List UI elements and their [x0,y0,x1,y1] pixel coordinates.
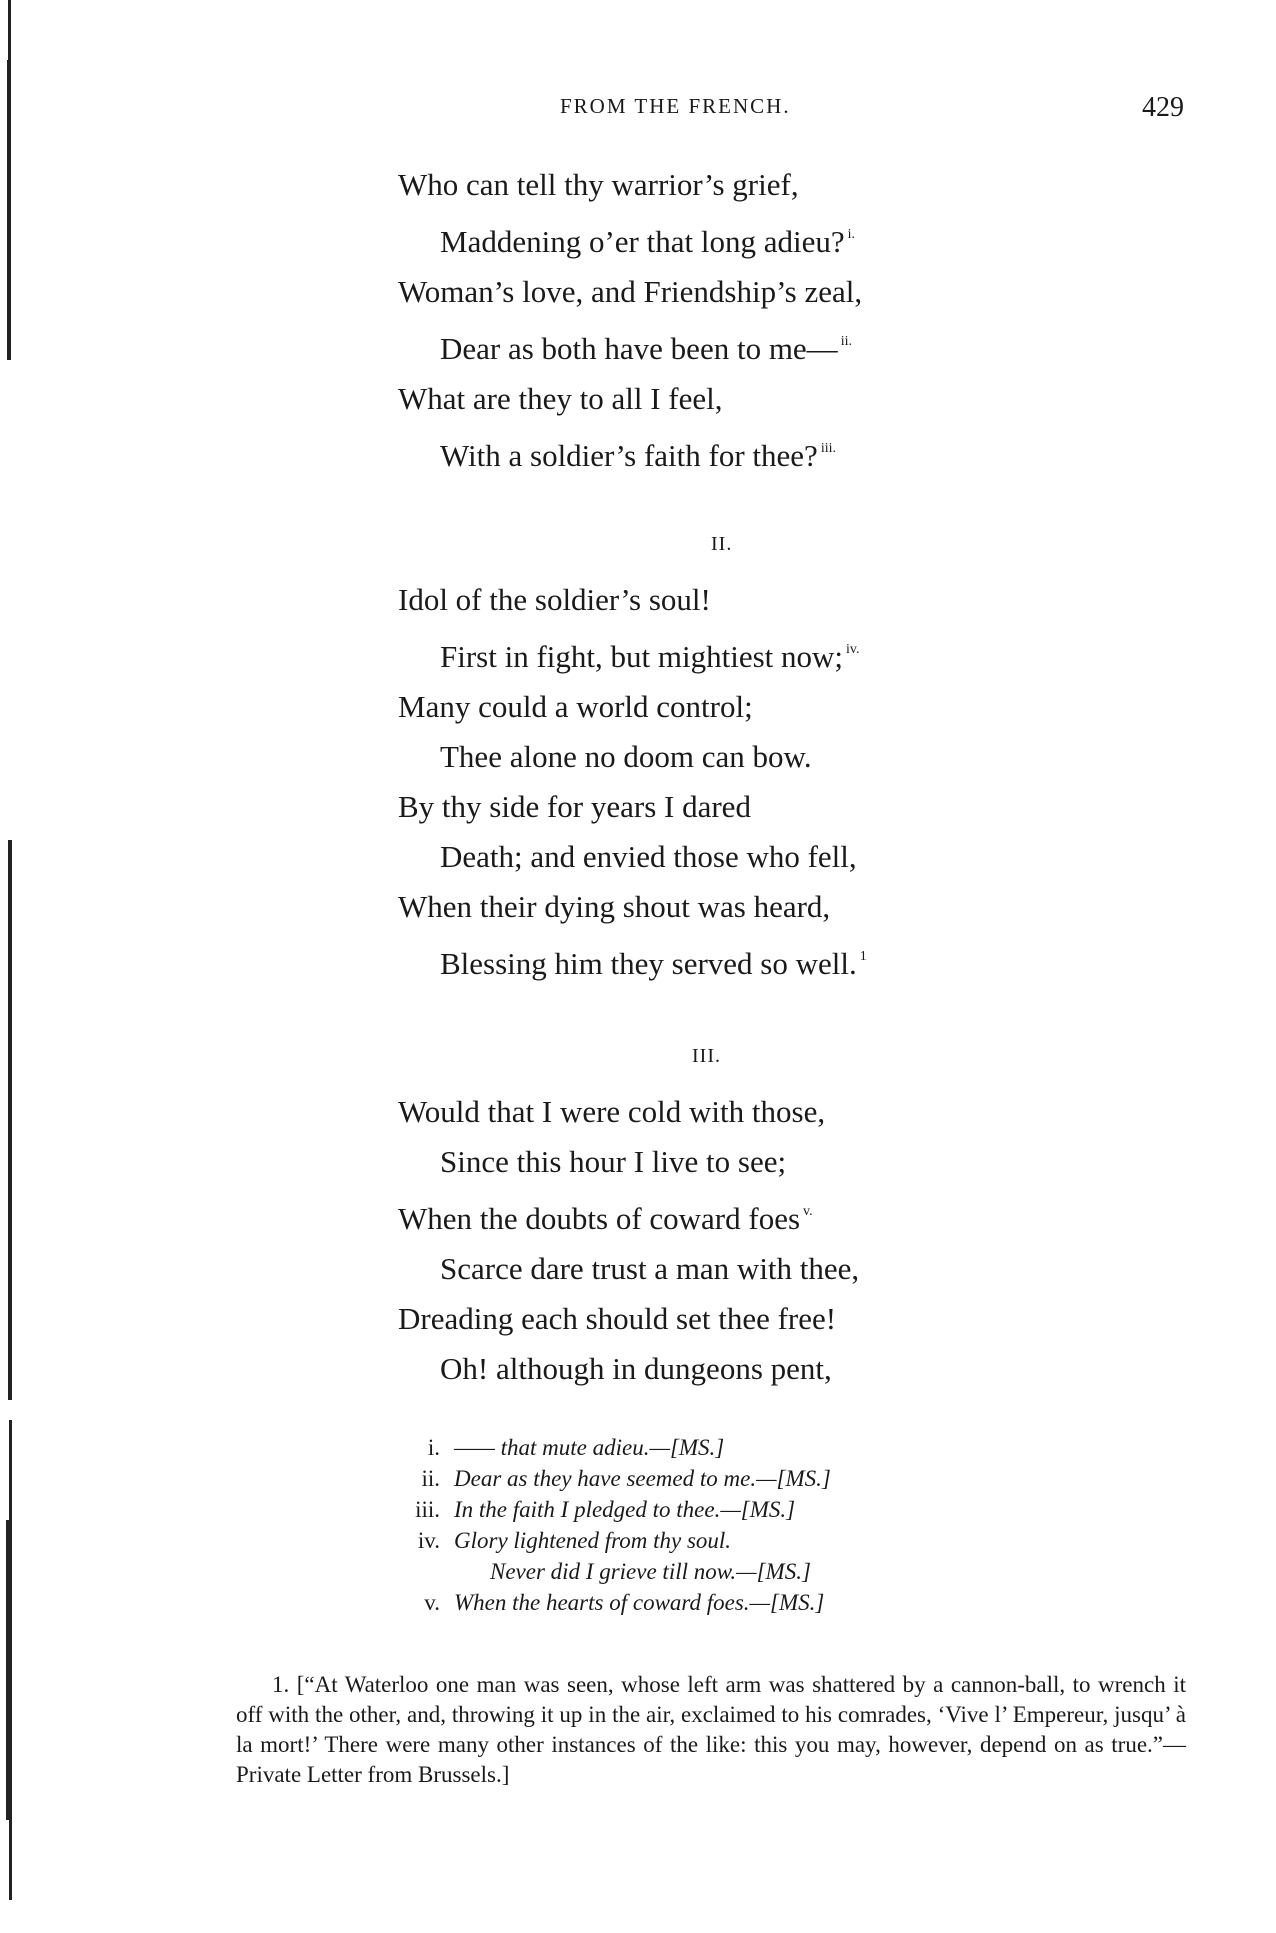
running-head: FROM THE FRENCH. [560,94,791,118]
variant-note-continuation: Never did I grieve till now.—[MS.] [490,1559,811,1584]
variant-note: iv. Glory lightened from thy soul. [417,1528,732,1553]
verse-line: First in fight, but mightiest now; $^{iv.}$ [440,639,860,674]
stanza-1 [398,160,862,481]
verse-line: By thy side for years I dared [398,789,751,824]
verse-line: Blessing him they served so well. $^1$ [440,946,867,981]
footnote-marker: 1 [859,949,867,964]
stanza-3 [398,1087,859,1394]
variant-note: i. —— that mute adieu.—[MS.] [427,1435,725,1460]
verse-line: Oh! although in dungeons pent, [440,1351,832,1386]
stanza-2 [398,575,867,989]
stanza-numeral: III. [692,1045,721,1067]
verse-line: Maddening o’er that long adieu? $^{i.}$ [440,224,855,259]
verse-line: Would that I were cold with those, [398,1094,826,1129]
verse-line: Woman’s love, and Friendship’s zeal, [398,274,863,309]
variant-note: ii. Dear as they have seemed to me.—[MS.] [421,1466,831,1491]
verse-line: Who can tell thy warrior’s grief, [398,167,799,202]
variant-marker: iii. [820,441,836,456]
manuscript-variants [390,1432,831,1618]
variant-marker: v. [803,1204,813,1219]
binding-edge-mark [6,1520,11,1820]
verse-line: With a soldier’s faith for thee? $^{iii.}$ [440,438,836,473]
footnote [236,1670,1186,1790]
verse-line: Idol of the soldier’s soul! [398,582,711,617]
page-number: 429 [1142,92,1184,123]
binding-edge-mark [8,0,11,60]
footnote-text: 1. [“At Waterloo one man was seen, whose left arm was shattered by a cannon-ball, to wrench it off with the other, and, throwing it up in the air, exclaimed to his comrades, ‘Vive l’ Empereur, jusqu’ à la mort!’ There were many other instances of the like: this you may, however, depend on as true.”—Private Letter from Brussels.] [236,1672,1186,1787]
binding-edge-mark [8,840,12,1400]
binding-edge-mark [7,60,11,360]
variant-marker: i. [847,227,855,242]
verse-line: When their dying shout was heard, [398,889,831,924]
variant-note: v. When the hearts of coward foes.—[MS.] [424,1590,825,1615]
verse-line: Dear as both have been to me— $^{ii.}$ [440,331,852,366]
verse-line: When the doubts of coward foes $^{v.}$ [398,1201,813,1236]
verse-line: What are they to all I feel, [398,381,723,416]
verse-line: Many could a world control; [398,689,753,724]
verse-line: Death; and envied those who fell, [440,839,857,874]
variant-marker: ii. [840,334,852,349]
verse-line: Thee alone no doom can bow. [440,739,812,774]
variant-note: iii. In the faith I pledged to thee.—[MS.] [415,1497,796,1522]
stanza-numeral: II. [711,533,733,555]
verse-line: Since this hour I live to see; [440,1144,787,1179]
verse-line: Scarce dare trust a man with thee, [440,1251,860,1286]
variant-marker: iv. [846,642,860,657]
verse-line: Dreading each should set thee free! [398,1301,837,1336]
